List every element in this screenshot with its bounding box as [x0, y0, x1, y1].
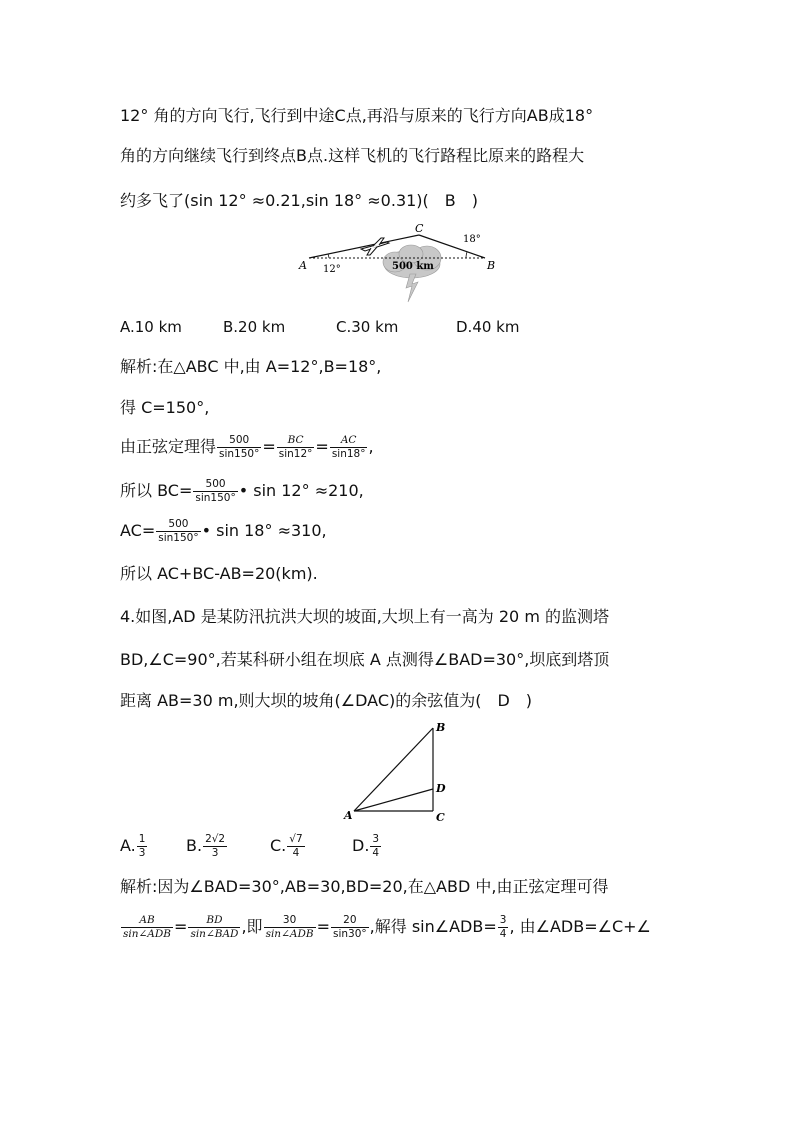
option-c-prefix: C. — [270, 836, 287, 855]
fraction-denominator: 3 — [138, 847, 146, 859]
solution4-line2-text: ,解得 sin∠ADB= — [369, 917, 497, 936]
fraction-option-a — [137, 833, 148, 860]
equals-sign: = — [315, 437, 329, 456]
label-a: A — [299, 259, 307, 272]
label-distance: 500 km — [392, 261, 434, 272]
fraction-numerator: 30 — [264, 914, 316, 928]
label-b: B — [436, 721, 446, 734]
fraction-denominator: sin30° — [333, 928, 367, 940]
solution3-line2: 得 C=150°, — [120, 398, 210, 417]
fraction-500-sin150 — [193, 478, 237, 505]
fraction-numerator: 20 — [331, 914, 369, 928]
solution3-line4-prefix: 所以 BC= — [120, 481, 193, 500]
solution4-line1: 解析:因为∠BAD=30°,AB=30,BD=20,在△ABD 中,由正弦定理可得 — [120, 877, 609, 896]
problem3-line2: 角的方向继续飞行到终点B点.这样飞机的飞行路程比原来的路程大 — [120, 146, 585, 165]
label-c: C — [436, 811, 445, 824]
fraction-denominator: 4 — [499, 928, 507, 940]
lightning-icon — [406, 274, 418, 302]
option-c — [270, 828, 306, 864]
problem4-line3: 距离 AB=30 m,则大坝的坡角(∠DAC)的余弦值为( D ) — [120, 691, 533, 710]
fraction-denominator: sin12° — [278, 448, 313, 460]
option-a — [120, 828, 148, 864]
fraction-option-c — [287, 833, 304, 860]
solution3-line3-prefix: 由正弦定理得 — [120, 437, 217, 456]
problem3-line1: 12° 角的方向飞行,飞行到中途C点,再沿与原来的飞行方向AB成18° — [120, 106, 594, 125]
fraction-denominator: sin18° — [331, 448, 366, 460]
label-a: A — [344, 809, 353, 822]
fraction-numerator: BC — [277, 434, 315, 448]
problem4-line1: 4.如图,AD 是某防汛抗洪大坝的坡面,大坝上有一高为 20 m 的监测塔 — [120, 607, 609, 626]
option-b — [186, 828, 228, 864]
fraction-numerator: 2√2 — [205, 833, 226, 845]
flight-path-figure — [295, 222, 505, 304]
solution3-line1: 解析:在△ABC 中,由 A=12°,B=18°, — [120, 357, 382, 376]
fraction-numerator: 500 — [193, 478, 237, 492]
fraction-bc-sin12 — [277, 434, 315, 461]
solution4-line2-mid: ,即 — [241, 917, 263, 936]
option-a: A.10 km — [120, 318, 182, 336]
problem4-line2: BD,∠C=90°,若某科研小组在坝底 A 点测得∠BAD=30°,坝底到塔顶 — [120, 650, 610, 669]
fraction-500-sin150 — [156, 518, 200, 545]
fraction-denominator: 4 — [372, 847, 380, 859]
equals-sign: = — [262, 437, 276, 456]
label-b: B — [487, 259, 496, 272]
fraction-numerator: √7 — [289, 833, 303, 845]
fraction-numerator: 500 — [217, 434, 261, 448]
solution3-line6: 所以 AC+BC-AB=20(km). — [120, 564, 318, 583]
fraction-denominator: sin∠ADB — [123, 928, 172, 940]
solution3-line5-suffix: • sin 18° ≈310, — [201, 521, 327, 540]
fraction-denominator: sin150° — [219, 448, 260, 460]
fraction-numerator: 500 — [156, 518, 200, 532]
fraction-numerator: AB — [121, 914, 173, 928]
fraction-numerator: 3 — [372, 833, 380, 845]
fraction-ac-sin18 — [330, 434, 368, 461]
label-d: D — [436, 782, 446, 795]
fraction-denominator: sin150° — [158, 532, 199, 544]
segment-ad — [354, 789, 433, 811]
solution3-line4 — [120, 474, 364, 508]
fraction-numerator: 3 — [499, 914, 507, 926]
label-c: C — [415, 222, 424, 235]
fraction-20-sin30 — [331, 914, 369, 941]
fraction-denominator: sin150° — [195, 492, 236, 504]
equals-sign: = — [316, 917, 330, 936]
problem3-line3: 约多飞了(sin 12° ≈0.21,sin 18° ≈0.31)( B ) — [120, 191, 479, 210]
solution4-line2-end: , 由∠ADB=∠C+∠ — [509, 917, 651, 936]
fraction-30-sinadb — [264, 914, 316, 941]
option-d: D.40 km — [456, 318, 520, 336]
fraction-ab-sinadb — [121, 914, 173, 941]
option-d — [352, 828, 382, 864]
equals-sign: = — [174, 917, 188, 936]
solution4-line2 — [120, 910, 651, 944]
solution3-line3 — [120, 430, 374, 464]
dam-figure — [340, 718, 460, 828]
label-angle-a: 12° — [323, 264, 341, 275]
fraction-option-b — [203, 833, 227, 860]
solution3-line3-suffix: , — [368, 437, 374, 456]
fraction-option-d — [370, 833, 381, 860]
label-angle-b: 18° — [463, 234, 481, 245]
fraction-denominator: sin∠ADB — [265, 928, 314, 940]
segment-ab — [354, 728, 433, 811]
option-b-prefix: B. — [186, 836, 203, 855]
angle-arc-b — [466, 252, 467, 258]
angle-arc-a — [328, 254, 329, 258]
option-b: B.20 km — [223, 318, 286, 336]
option-c: C.30 km — [336, 318, 399, 336]
option-d-prefix: D. — [352, 836, 370, 855]
solution3-line5-prefix: AC= — [120, 521, 156, 540]
fraction-denominator: 3 — [211, 847, 219, 859]
fraction-3-4 — [498, 914, 509, 941]
fraction-numerator: 1 — [138, 833, 146, 845]
solution3-line5 — [120, 514, 327, 548]
fraction-denominator: sin∠BAD — [190, 928, 239, 940]
fraction-bd-sinbad — [188, 914, 240, 941]
fraction-numerator: AC — [330, 434, 368, 448]
fraction-numerator: BD — [188, 914, 240, 928]
solution3-line4-suffix: • sin 12° ≈210, — [238, 481, 364, 500]
option-a-prefix: A. — [120, 836, 136, 855]
fraction-denominator: 4 — [292, 847, 300, 859]
fraction-500-sin150 — [217, 434, 261, 461]
